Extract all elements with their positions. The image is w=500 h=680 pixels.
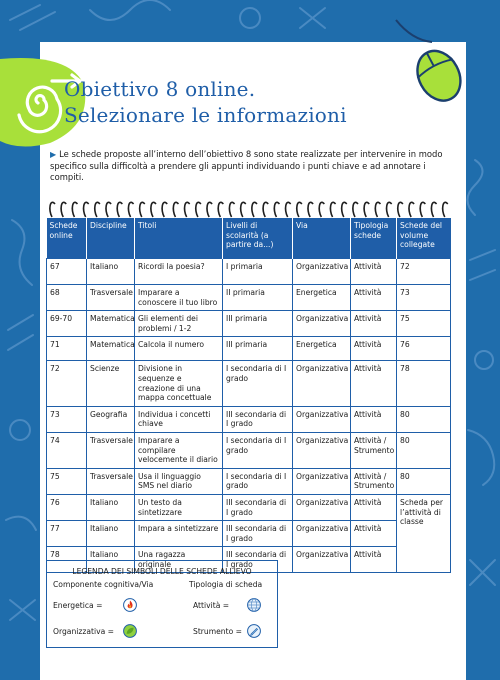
cell: Trasversale <box>87 432 135 468</box>
merged-note-cell: Scheda per l’attività di classe <box>397 494 451 573</box>
cell: Ricordi la poesia? <box>135 259 223 285</box>
cell: Organizzativa <box>293 406 351 432</box>
cell: Attività <box>351 547 397 573</box>
cell: Organizzativa <box>293 311 351 337</box>
cell: 75 <box>47 468 87 494</box>
table-row <box>47 494 451 520</box>
ring <box>173 202 178 217</box>
cell: 75 <box>397 311 451 337</box>
cell: 80 <box>397 432 451 468</box>
ring <box>375 202 380 217</box>
globe-icon <box>247 598 261 612</box>
cell: I secondaria di I grado <box>223 432 293 468</box>
ring <box>151 202 156 217</box>
ring <box>387 202 392 217</box>
cell: Energetica <box>293 285 351 311</box>
cell: Energetica <box>293 337 351 361</box>
table-row <box>47 468 451 494</box>
cell: Trasversale <box>87 285 135 311</box>
cell: Organizzativa <box>293 432 351 468</box>
ring <box>207 202 212 217</box>
title-line-2: Selezionare le informazioni <box>64 103 347 127</box>
header-tipologia: Tipologia schede <box>351 218 397 259</box>
ring <box>286 202 291 217</box>
legend-title: LEGENDA DEI SIMBOLI DELLE SCHEDE ALLIEVO <box>72 567 252 576</box>
cell: 68 <box>47 285 87 311</box>
cell: Attività <box>351 406 397 432</box>
ring <box>274 202 279 217</box>
cell: III secondaria di I grado <box>223 494 293 520</box>
cell: Divisione in sequenze e creazione di una mappa concettuale <box>135 361 223 406</box>
ring <box>308 202 313 217</box>
ring <box>443 202 448 217</box>
cell: Impara a sintetizzare <box>135 521 223 547</box>
cell: Attività <box>351 311 397 337</box>
table-row <box>47 337 451 361</box>
ring <box>196 202 201 217</box>
table-header-row <box>47 218 451 259</box>
cell: Attività / Strumento <box>351 468 397 494</box>
legend-attivita-label: Attività = <box>193 601 230 610</box>
cell: Organizzativa <box>293 547 351 573</box>
cell: Imparare a conoscere il tuo libro <box>135 285 223 311</box>
cell: I secondaria di I grado <box>223 468 293 494</box>
cell: Italiano <box>87 521 135 547</box>
cell: Attività <box>351 337 397 361</box>
ring <box>319 202 324 217</box>
ring <box>364 202 369 217</box>
cell: 69-70 <box>47 311 87 337</box>
cell: 71 <box>47 337 87 361</box>
intro-text: Le schede proposte all’interno dell’obiettivo 8 sono state realizzate per intervenire in modo specifico sulla difficoltà a prendere gli appunti individuando i punti chiave e ad annotare i compiti. <box>50 149 443 183</box>
title-line-1: Obiettivo 8 online. <box>64 77 256 101</box>
cell: Matematica <box>87 311 135 337</box>
cell: Attività / Strumento <box>351 432 397 468</box>
table-row <box>47 521 451 547</box>
leaf-icon <box>123 624 137 638</box>
cell: III secondaria di I grado <box>223 521 293 547</box>
ring <box>106 202 111 217</box>
ring <box>330 202 335 217</box>
notebook-rings <box>46 198 450 218</box>
cell: Matematica <box>87 337 135 361</box>
cell: III primaria <box>223 311 293 337</box>
cell: I secondaria di I grado <box>223 361 293 406</box>
cell: I primaria <box>223 259 293 285</box>
header-schede-volume: Schede del volume collegate <box>397 218 451 259</box>
cell: 78 <box>397 361 451 406</box>
legend-organizzativa-label: Organizzativa = <box>53 627 114 636</box>
cell: Imparare a compilare velocemente il diario <box>135 432 223 468</box>
ring <box>409 202 414 217</box>
intro-paragraph <box>50 149 460 184</box>
cell: Organizzativa <box>293 361 351 406</box>
cell: Usa il linguaggio SMS nel diario <box>135 468 223 494</box>
cell: Attività <box>351 259 397 285</box>
cell: 73 <box>47 406 87 432</box>
cell: 78 <box>47 547 87 573</box>
ring <box>218 202 223 217</box>
cell: Organizzativa <box>293 259 351 285</box>
table-row <box>47 361 451 406</box>
ring <box>162 202 167 217</box>
cell: Italiano <box>87 494 135 520</box>
ring <box>117 202 122 217</box>
ring <box>128 202 133 217</box>
legend-energetica-label: Energetica = <box>53 601 103 610</box>
legend-col2-header: Tipologia di scheda <box>189 580 263 589</box>
schede-table <box>46 218 451 573</box>
cell: Italiano <box>87 547 135 573</box>
ring <box>297 202 302 217</box>
cell: Organizzativa <box>293 468 351 494</box>
cell: 72 <box>47 361 87 406</box>
ring <box>61 202 66 217</box>
table-row <box>47 311 451 337</box>
ring <box>229 202 234 217</box>
cell: Geografia <box>87 406 135 432</box>
cell: III secondaria di I grado <box>223 406 293 432</box>
ring <box>72 202 77 217</box>
cell: 73 <box>397 285 451 311</box>
cell: III secondaria di I grado <box>223 547 293 573</box>
ring <box>342 202 347 217</box>
flame-icon <box>123 598 137 612</box>
ring <box>353 202 358 217</box>
ring <box>263 202 268 217</box>
cell: II primaria <box>223 285 293 311</box>
ring <box>84 202 89 217</box>
cell: 80 <box>397 468 451 494</box>
table-row <box>47 406 451 432</box>
ring <box>431 202 436 217</box>
cell: Trasversale <box>87 468 135 494</box>
cell: Organizzativa <box>293 521 351 547</box>
ring <box>252 202 257 217</box>
header-discipline: Discipline <box>87 218 135 259</box>
legend-strumento-label: Strumento = <box>193 627 243 636</box>
ring <box>50 202 55 217</box>
cell: III primaria <box>223 337 293 361</box>
cell: 74 <box>47 432 87 468</box>
legend-box <box>46 560 278 648</box>
cell: 72 <box>397 259 451 285</box>
cell: Individua i concetti chiave <box>135 406 223 432</box>
cell: Attività <box>351 361 397 406</box>
triangle-bullet-icon: ▶ <box>50 150 57 159</box>
cell: 77 <box>47 521 87 547</box>
ring <box>398 202 403 217</box>
cell: 76 <box>397 337 451 361</box>
pencil-icon <box>247 624 261 638</box>
cell: Attività <box>351 494 397 520</box>
cell: Calcola il numero <box>135 337 223 361</box>
cell: 80 <box>397 406 451 432</box>
cell: Una ragazza originale <box>135 547 223 573</box>
table-row <box>47 259 451 285</box>
page-title <box>64 76 347 128</box>
computer-mouse-icon <box>392 18 472 102</box>
cell: Attività <box>351 285 397 311</box>
cell: Attività <box>351 521 397 547</box>
header-via: Via <box>293 218 351 259</box>
schede-table-wrap <box>46 218 450 573</box>
header-titoli: Titoli <box>135 218 223 259</box>
cell: Un testo da sintetizzare <box>135 494 223 520</box>
legend-col1-header: Componente cognitiva/Via <box>53 580 154 589</box>
header-livelli: Livelli di scolarità (a partire da...) <box>223 218 293 259</box>
cell: Italiano <box>87 259 135 285</box>
ring <box>420 202 425 217</box>
ring <box>185 202 190 217</box>
cell: Gli elementi dei problemi / 1-2 <box>135 311 223 337</box>
table-row <box>47 285 451 311</box>
ring <box>140 202 145 217</box>
ring <box>241 202 246 217</box>
cell: 76 <box>47 494 87 520</box>
header-schede-online: Schede online <box>47 218 87 259</box>
cell: Organizzativa <box>293 494 351 520</box>
cell: 67 <box>47 259 87 285</box>
table-row <box>47 432 451 468</box>
ring <box>95 202 100 217</box>
cell: Scienze <box>87 361 135 406</box>
